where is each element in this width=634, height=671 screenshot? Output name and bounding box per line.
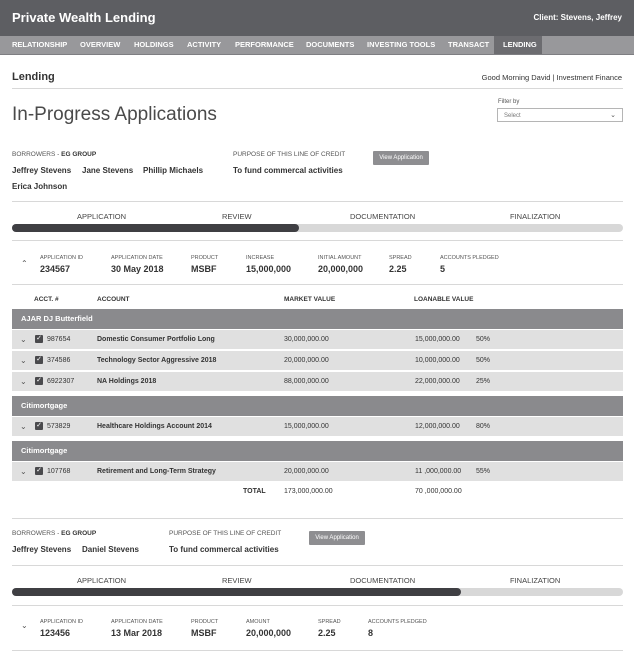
filter-placeholder: Select — [504, 113, 521, 119]
checkbox-checked-icon[interactable]: ✓ — [36, 377, 42, 384]
accounts-pledged-value: 5 — [440, 264, 446, 274]
chevron-down-icon: ⌄ — [610, 112, 616, 119]
product-value: MSBF — [191, 264, 217, 274]
checkbox-checked-icon[interactable]: ✓ — [36, 467, 42, 474]
amount-value: 20,000,000 — [246, 628, 292, 638]
increase-label: INCREASE — [246, 255, 275, 261]
market-value: 15,000,000.00 — [284, 423, 329, 430]
divider — [12, 565, 623, 566]
loanable-value: 11 ,000,000.00 — [415, 468, 462, 475]
spread-label: SPREAD — [318, 619, 341, 625]
col-header-acct: ACCT. # — [34, 296, 59, 303]
filter-select[interactable] — [497, 108, 623, 122]
nav-item-activity[interactable]: ACTIVITY — [187, 40, 222, 49]
market-value: 30,000,000.00 — [284, 336, 329, 343]
divider — [12, 605, 623, 606]
nav-item-relationship[interactable]: RELATIONSHIP — [12, 40, 68, 49]
borrower-name: Erica Johnson — [12, 182, 68, 191]
group-header: AJAR DJ Butterfield — [12, 309, 623, 329]
market-value: 20,000,000.00 — [284, 357, 329, 364]
app-id-label: APPLICATION ID — [40, 255, 83, 261]
product-label: PRODUCT — [191, 619, 219, 625]
chevron-up-icon[interactable]: ⌃ — [21, 259, 28, 268]
loanable-pct: 50% — [476, 357, 491, 364]
top-bar — [0, 0, 634, 36]
loanable-value: 12,000,000.00 — [415, 423, 460, 430]
loanable-value: 22,000,000.00 — [415, 378, 460, 385]
nav-item-performance[interactable]: PERFORMANCE — [235, 40, 294, 49]
acct-number: 374586 — [47, 357, 71, 364]
chevron-down-icon[interactable]: ⌄ — [21, 621, 28, 630]
account-name: Retirement and Long-Term Strategy — [97, 468, 216, 475]
progress-bar — [12, 588, 623, 596]
purpose-value: To fund commercal activities — [169, 545, 279, 554]
loanable-pct: 50% — [476, 336, 491, 343]
nav-item-lending[interactable]: LENDING — [494, 36, 542, 54]
amount-label: AMOUNT — [246, 619, 270, 625]
total-loanable-value: 70 ,000,000.00 — [415, 488, 462, 495]
app-date-value: 13 Mar 2018 — [111, 628, 163, 638]
group-header: Citimortgage — [12, 441, 623, 461]
step-review: REVIEW — [222, 212, 252, 221]
step-finalization: FINALIZATION — [510, 576, 561, 585]
account-name: Domestic Consumer Portfolio Long — [97, 336, 215, 343]
view-application-button[interactable]: View Application — [309, 531, 365, 545]
nav-item-overview[interactable]: OVERVIEW — [80, 40, 121, 49]
product-label: PRODUCT — [191, 255, 219, 261]
borrower-name: Jeffrey Stevens — [12, 545, 72, 554]
table-row[interactable] — [12, 417, 623, 437]
page-title: In-Progress Applications — [12, 104, 217, 125]
checkbox-checked-icon[interactable]: ✓ — [36, 356, 42, 363]
nav-item-documents[interactable]: DOCUMENTS — [306, 40, 355, 49]
purpose-label: PURPOSE OF THIS LINE OF CREDIT — [169, 530, 282, 537]
loanable-pct: 55% — [476, 468, 491, 475]
table-row[interactable] — [12, 351, 623, 371]
divider — [12, 201, 623, 202]
borrower-name: Daniel Stevens — [82, 545, 139, 554]
app-id-label: APPLICATION ID — [40, 619, 83, 625]
app-title: Private Wealth Lending — [12, 10, 156, 25]
app-date-label: APPLICATION DATE — [111, 255, 163, 261]
acct-number: 6922307 — [47, 378, 75, 385]
spread-label: SPREAD — [389, 255, 412, 261]
app-id-value: 234567 — [40, 264, 71, 274]
divider — [12, 650, 623, 651]
progress-fill — [12, 588, 461, 596]
app-date-value: 30 May 2018 — [111, 264, 164, 274]
market-value: 20,000,000.00 — [284, 468, 329, 475]
progress-bar — [12, 224, 623, 232]
account-name: NA Holdings 2018 — [97, 378, 157, 385]
step-application: APPLICATION — [77, 576, 127, 585]
col-header-loanable-value: LOANABLE VALUE — [414, 296, 474, 303]
main-nav — [0, 36, 634, 55]
step-documentation: DOCUMENTATION — [350, 212, 416, 221]
client-name: Client: Stevens, Jeffrey — [533, 13, 622, 22]
acct-number: 107768 — [47, 468, 71, 475]
progress-fill — [12, 224, 299, 232]
spread-value: 2.25 — [318, 628, 336, 638]
borrowers-label: BORROWERS - EG GROUP — [12, 530, 97, 537]
borrower-name: Phillip Michaels — [143, 166, 204, 175]
increase-value: 15,000,000 — [246, 264, 292, 274]
divider — [12, 240, 623, 241]
total-market-value: 173,000,000.00 — [284, 488, 333, 495]
nav-item-investing-tools[interactable]: INVESTING TOOLS — [367, 40, 436, 49]
total-label: TOTAL — [243, 488, 266, 495]
account-name: Technology Sector Aggressive 2018 — [97, 357, 217, 364]
chevron-down-icon[interactable]: ⌄ — [20, 335, 27, 344]
acct-number: 987654 — [47, 336, 71, 343]
accounts-pledged-label: ACCOUNTS PLEDGED — [368, 619, 427, 625]
table-row[interactable] — [12, 462, 623, 482]
purpose-label: PURPOSE OF THIS LINE OF CREDIT — [233, 151, 346, 158]
loanable-value: 10,000,000.00 — [415, 357, 460, 364]
section-title: Lending — [12, 71, 55, 83]
checkbox-checked-icon[interactable]: ✓ — [36, 335, 42, 342]
divider — [12, 88, 623, 89]
borrower-name: Jeffrey Stevens — [12, 166, 72, 175]
spread-value: 2.25 — [389, 264, 407, 274]
step-application: APPLICATION — [77, 212, 127, 221]
nav-item-holdings[interactable]: HOLDINGS — [134, 40, 174, 49]
app-id-value: 123456 — [40, 628, 71, 638]
product-value: MSBF — [191, 628, 217, 638]
greeting: Good Morning David | Investment Finance — [481, 73, 622, 82]
initial-amount-value: 20,000,000 — [318, 264, 364, 274]
view-application-button[interactable]: View Application — [373, 151, 429, 165]
market-value: 88,000,000.00 — [284, 378, 329, 385]
loanable-pct: 80% — [476, 423, 491, 430]
app-date-label: APPLICATION DATE — [111, 619, 163, 625]
accounts-pledged-label: ACCOUNTS PLEDGED — [440, 255, 499, 261]
checkbox-checked-icon[interactable]: ✓ — [36, 422, 42, 429]
group-header: Citimortgage — [12, 396, 623, 416]
initial-amount-label: INITIAL AMOUNT — [318, 255, 362, 261]
col-header-account: ACCOUNT — [97, 296, 130, 303]
step-review: REVIEW — [222, 576, 252, 585]
acct-number: 573829 — [47, 423, 71, 430]
step-documentation: DOCUMENTATION — [350, 576, 416, 585]
chevron-down-icon[interactable]: ⌄ — [20, 377, 27, 386]
chevron-down-icon[interactable]: ⌄ — [20, 467, 27, 476]
col-header-market-value: MARKET VALUE — [284, 296, 336, 303]
account-name: Healthcare Holdings Account 2014 — [97, 423, 212, 430]
chevron-down-icon[interactable]: ⌄ — [20, 356, 27, 365]
filter-label: Filter by — [498, 99, 520, 105]
table-row[interactable] — [12, 372, 623, 392]
divider — [12, 518, 623, 519]
step-finalization: FINALIZATION — [510, 212, 561, 221]
purpose-value: To fund commercal activities — [233, 166, 343, 175]
borrowers-label: BORROWERS - EG GROUP — [12, 151, 97, 158]
table-row[interactable] — [12, 330, 623, 350]
loanable-pct: 25% — [476, 378, 491, 385]
chevron-down-icon[interactable]: ⌄ — [20, 422, 27, 431]
borrower-name: Jane Stevens — [82, 166, 134, 175]
divider — [12, 284, 623, 285]
accounts-pledged-value: 8 — [368, 628, 374, 638]
nav-item-transact[interactable]: TRANSACT — [448, 40, 490, 49]
loanable-value: 15,000,000.00 — [415, 336, 460, 343]
